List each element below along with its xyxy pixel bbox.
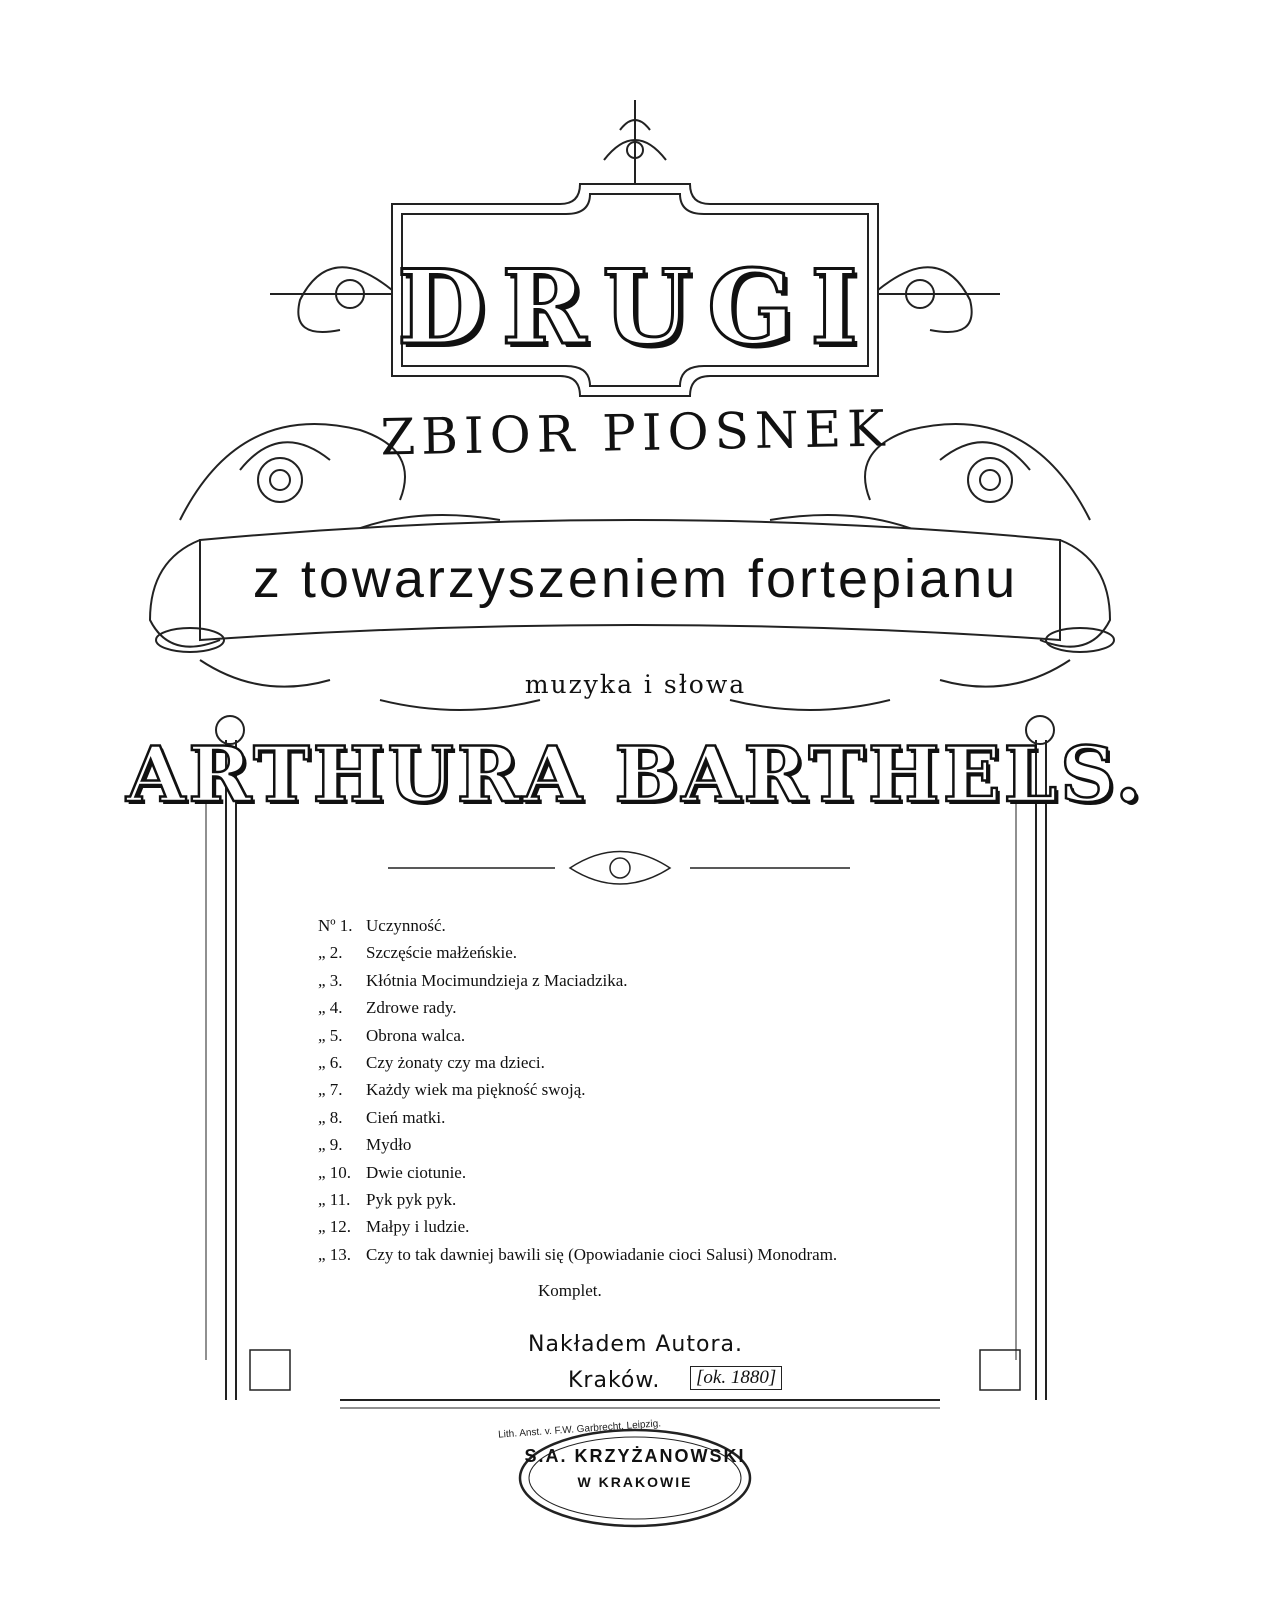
song-list-item <box>318 1159 837 1186</box>
song-number: „ 7. <box>318 1080 343 1100</box>
song-number: „ 8. <box>318 1107 343 1127</box>
stamp-line-2: W KRAKOWIE <box>577 1474 693 1490</box>
song-number: „ 2. <box>318 943 343 963</box>
song-number: „ 6. <box>318 1052 343 1072</box>
song-title: Uczynność. <box>366 916 446 935</box>
stamp-line-1: S.A. KRZYŻANOWSKI <box>524 1446 746 1466</box>
song-number: „ 3. <box>318 970 343 990</box>
song-title: Szczęście małżeńskie. <box>366 943 518 963</box>
song-title: Czy to tak dawniej bawili się (Opowiadanie cioci Salusi) Monodram. <box>366 1244 838 1264</box>
banner-text: z towarzyszeniem fortepianu <box>252 549 1019 609</box>
song-list-item <box>318 994 837 1021</box>
song-list-item <box>318 1022 837 1049</box>
credit-line: muzyka i słowa <box>524 670 747 699</box>
song-list-item <box>318 1104 837 1131</box>
song-title: Czy żonaty czy ma dzieci. <box>366 1052 545 1072</box>
lithographer-credit: Lith. Anst. v. F.W. Garbrecht, Leipzig. <box>497 1418 662 1441</box>
song-number: „ 11. <box>318 1189 351 1209</box>
song-number: „ 5. <box>318 1025 343 1045</box>
song-list-item <box>318 939 837 966</box>
song-list-item <box>318 1049 837 1076</box>
library-stamp <box>520 1430 750 1526</box>
subtitle: ZBIOR PIOSNEK <box>380 399 891 467</box>
song-title: Kłótnia Mocimundzieja z Maciadzika. <box>366 970 628 990</box>
song-list-item <box>318 912 837 939</box>
publisher-line: Nakładem Autora. <box>528 1332 743 1357</box>
song-title: Obrona walca. <box>366 1025 466 1045</box>
song-number: „ 9. <box>318 1135 343 1155</box>
song-list-item <box>318 967 837 994</box>
song-title: Zdrowe rady. <box>366 998 457 1018</box>
song-number: „ 4. <box>318 998 343 1018</box>
song-number: „ 13. <box>318 1244 352 1264</box>
song-title: Dwie ciotunie. <box>366 1162 467 1182</box>
song-title: Mydło <box>366 1135 412 1155</box>
date-annotation: [ok. 1880] <box>690 1366 782 1390</box>
song-list-item <box>318 1131 837 1158</box>
song-list-item <box>318 1241 837 1268</box>
komplet-label: Komplet. <box>538 1281 602 1300</box>
city: Kraków. <box>568 1368 661 1393</box>
song-list-item <box>318 1076 837 1103</box>
song-number: Nº 1. <box>318 916 353 935</box>
song-title: Cień matki. <box>366 1107 446 1127</box>
author-name: ARTHURA BARTHELS. <box>126 730 1145 819</box>
song-list <box>318 912 837 1268</box>
song-number: „ 10. <box>318 1162 352 1182</box>
song-title: Każdy wiek ma piękność swoją. <box>366 1080 586 1100</box>
song-number: „ 12. <box>318 1217 352 1237</box>
song-list-item <box>318 1213 837 1240</box>
song-title: Pyk pyk pyk. <box>366 1189 457 1209</box>
song-list-item <box>318 1186 837 1213</box>
main-title: DRUGI <box>397 248 874 368</box>
song-title: Małpy i ludzie. <box>366 1217 470 1237</box>
